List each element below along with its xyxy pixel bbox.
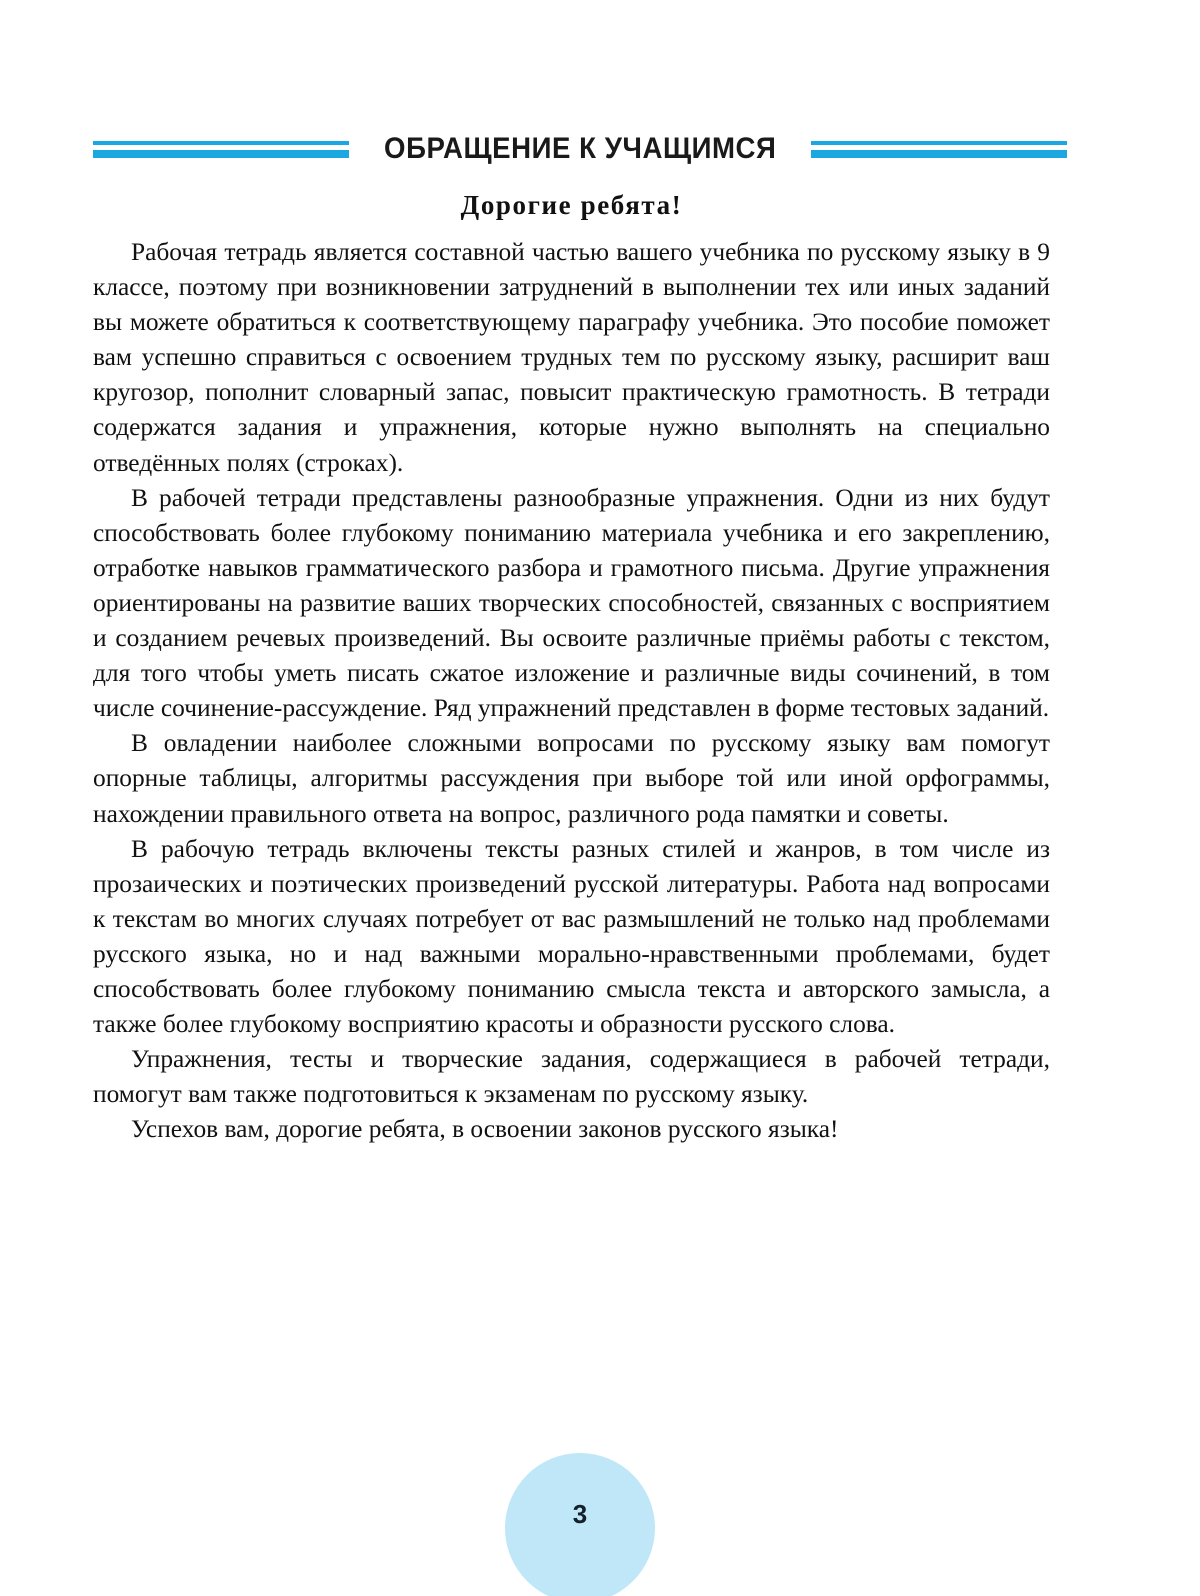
page-header [93, 128, 1067, 170]
body-text [93, 235, 1050, 1147]
header-rule-left [93, 141, 349, 158]
body-paragraph: В овладении наиболее сложными вопросами по русскому языку вам помогут опорные таблицы, алгоритмы рассуждения при выборе той или иной орфограммы, нахождении правильного ответа на вопрос, различного рода памятки и советы. [93, 729, 1050, 828]
subtitle: Дорогие ребята! [460, 190, 683, 220]
header-rule-right-thick-bar [811, 150, 1067, 158]
header-rule-left-thin-bar [93, 141, 349, 145]
page-number: 3 [572, 1499, 588, 1529]
body-paragraph: Упражнения, тесты и творческие задания, содержащиеся в рабочей тетради, помогут вам также подготовиться к экзаменам по русскому языку. [93, 1045, 1050, 1109]
header-rule-right-thin-bar [811, 141, 1067, 145]
body-paragraph: Рабочая тетрадь является составной частью вашего учебника по русскому языку в 9 классе, поэтому при возникновении затруднений в выполнении тех или иных заданий вы можете обратиться к соответствующему параграфу учебника. Это пособие поможет вам успешно справиться с освоением трудных тем по русскому языку, расширит ваш кругозор, пополнит словарный запас, повысит практическую грамотность. В тетради содержатся задания и упражнения, которые нужно выполнять на специально отведённых полях (строках). [93, 238, 1050, 477]
header-rule-left-thick-bar [93, 150, 349, 158]
body-paragraph: В рабочую тетрадь включены тексты разных стилей и жанров, в том числе из прозаических и поэтических произведений русской литературы. Работа над вопросами к текстам во многих случаях потребует от вас размышлений не только над проблемами русского языка, но и над важными морально-нравственными проблемами, будет способствовать более глубокому пониманию смысла текста и авторского замысла, а также более глубокому восприятию красоты и образности русского слова. [93, 834, 1050, 1039]
body-paragraph: Успехов вам, дорогие ребята, в освоении законов русского языка! [131, 1115, 839, 1144]
page-title: ОБРАЩЕНИЕ К УЧАЩИМСЯ [383, 132, 777, 165]
header-rule-right [811, 141, 1067, 158]
body-paragraph: В рабочей тетради представлены разнообразные упражнения. Одни из них будут способствовать более глубокому пониманию материала учебника и его закреплению, отработке навыков грамматического разбора и грамотного письма. Другие упражнения ориентированы на развитие ваших творческих способностей, связанных с восприятием и созданием речевых произведений. Вы освоите различные приёмы работы с текстом, для того чтобы уметь писать сжатое изложение и различные виды сочинений, в том числе сочинение-рассуждение. Ряд упражнений представлен в форме тестовых заданий. [93, 483, 1050, 723]
